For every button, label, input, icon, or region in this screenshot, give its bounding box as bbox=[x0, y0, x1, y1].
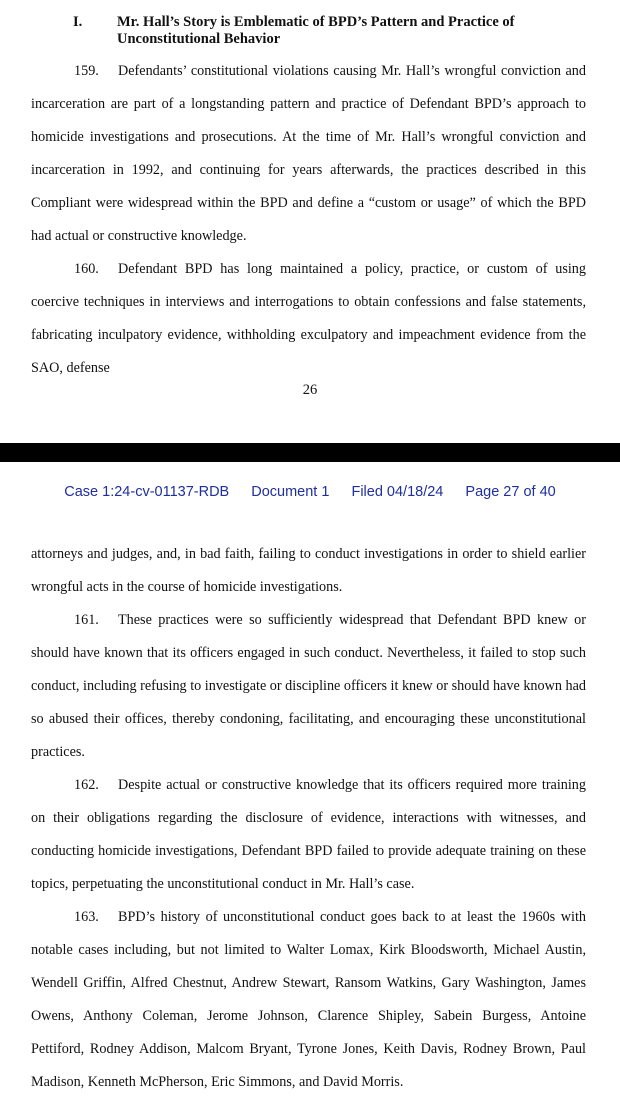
paragraph-162 bbox=[31, 769, 586, 901]
section-number: I. bbox=[73, 14, 83, 30]
paragraph-text: Despite actual or constructive knowledge that its officers required more training on their obligations regarding the disclosure of evidence, interactions with witnesses, and conducting homicide investigations, Defendant BPD failed to provide adequate training on these topics, perpetuating the unconstitutional conduct in Mr. Hall’s case. bbox=[31, 777, 586, 892]
paragraph-number: 163. bbox=[74, 909, 99, 925]
filed-date: Filed 04/18/24 bbox=[351, 484, 444, 500]
paragraph-number: 159. bbox=[74, 63, 99, 79]
document-page-27 bbox=[0, 462, 620, 1091]
ecf-header bbox=[0, 484, 620, 500]
paragraph-text: Defendants’ constitutional violations causing Mr. Hall’s wrongful conviction and incarceration are part of a longstanding pattern and practice of Defendant BPD’s approach to homicide investigations and prosecutions. At the time of Mr. Hall’s wrongful conviction and incarceration in 1992, and continuing for years afterwards, the practices described in this Compliant were widespread within the BPD and define a “custom or usage” of which the BPD had actual or constructive knowledge. bbox=[31, 63, 586, 244]
paragraph-text: Defendant BPD has long maintained a policy, practice, or custom of using coercive techniques in interviews and interrogations to obtain confessions and false statements, fabricating inculpatory evidence, withholding exculpatory and impeachment evidence from the SAO, defense bbox=[31, 261, 586, 376]
paragraph-160 bbox=[31, 253, 586, 385]
section-title: Mr. Hall’s Story is Emblematic of BPD’s Pattern and Practice of Unconstitutional Behavior bbox=[117, 14, 515, 47]
paragraph-159 bbox=[31, 55, 586, 253]
paragraph-163 bbox=[31, 901, 586, 1099]
case-number: Case 1:24-cv-01137-RDB bbox=[64, 484, 230, 500]
page-27-body bbox=[31, 538, 586, 1099]
paragraph-number: 160. bbox=[74, 261, 99, 277]
paragraph-number: 162. bbox=[74, 777, 99, 793]
paragraph-number: 161. bbox=[74, 612, 99, 628]
paragraph-text: These practices were so sufficiently widespread that Defendant BPD knew or should have known that its officers engaged in such conduct. Nevertheless, it failed to stop such conduct, including refusing to investigate or discipline officers it knew or should have known had so abused their offices, thereby condoning, facilitating, and encouraging these unconstitutional practices. bbox=[31, 612, 586, 760]
paragraph-161 bbox=[31, 604, 586, 769]
document-page-26 bbox=[0, 0, 620, 443]
paragraph-text: BPD’s history of unconstitutional conduct goes back to at least the 1960s with notable cases including, but not limited to Walter Lomax, Kirk Bloodsworth, Michael Austin, Wendell Griffin, Alfred Chestnut, Andrew Stewart, Ransom Watkins, Gary Washington, James Owens, Anthony Coleman, Jerome Johnson, Clarence Shipley, Sabein Burgess, Antoine Pettiford, Rodney Addison, Malcom Bryant, Tyrone Jones, Keith Davis, Rodney Brown, Paul Madison, Kenneth McPherson, Eric Simmons, and David Morris. bbox=[31, 909, 586, 1090]
page-separator bbox=[0, 443, 620, 462]
document-number: Document 1 bbox=[251, 484, 330, 500]
page-26-body bbox=[31, 55, 586, 385]
page-number: 26 bbox=[302, 382, 318, 398]
page-count: Page 27 of 40 bbox=[465, 484, 556, 500]
paragraph-160-continuation: attorneys and judges, and, in bad faith, failing to conduct investigations in order to shield earlier wrongful acts in the course of homicide investigations. bbox=[31, 546, 586, 595]
